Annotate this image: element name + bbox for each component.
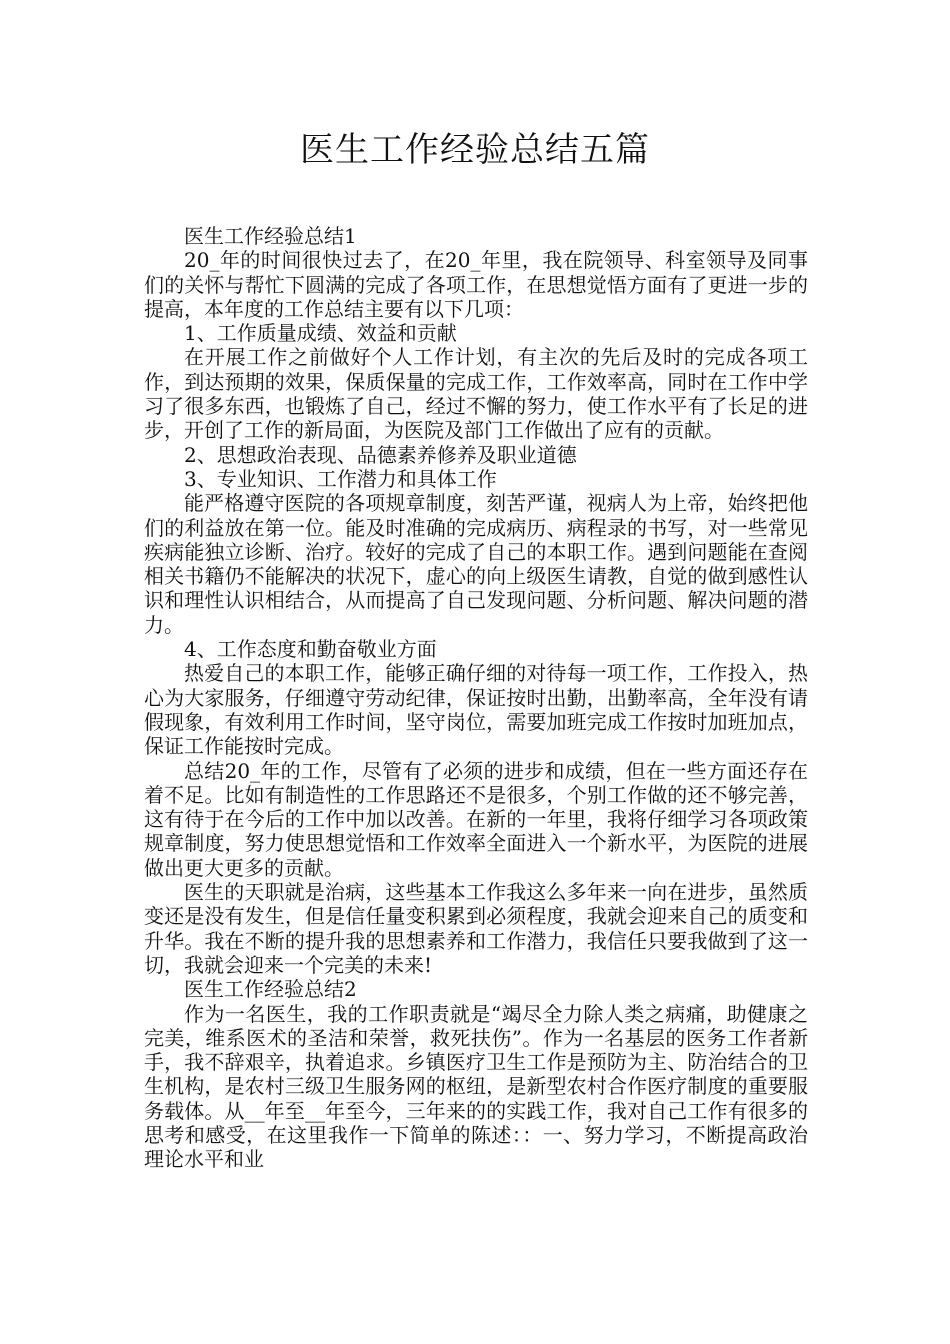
body-paragraph: 医生的天职就是治病，这些基本工作我这么多年来一向在进步，虽然质变还是没有发生，但是信任量变积累到必须程度，我就会迎来自己的质变和升华。我在不断的提升我的思想素养和工作潜力，我信任只要我做到了这一切，我就会迎来一个完美的未来! xyxy=(144,880,808,977)
section-heading: 3、专业知识、工作潜力和具体工作 xyxy=(184,466,497,491)
section-heading: 医生工作经验总结1 xyxy=(184,224,357,248)
section-heading: 1、工作质量成绩、效益和贡献 xyxy=(184,321,457,346)
body-paragraph: 作为一名医生，我的工作职责就是“竭尽全力除人类之病痛，助健康之完美，维系医术的圣洁和荣誉，救死扶伤”。作为一名基层的医务工作者新手，我不辞艰辛，执着追求。乡镇医疗卫生工作是预防为主、防治结合的卫生机构，是农村三级卫生服务网的枢纽，是新型农村合作医疗制度的重要服务载体。从__年至__年至今，三年来的的实践工作，我对自己工作有很多的思考和感受，在这里我作一下简单的陈述：：一、努力学习，不断提高政治理论水平和业 xyxy=(144,1001,808,1172)
body-paragraph: 在开展工作之前做好个人工作计划，有主次的先后及时的完成各项工作，到达预期的效果，保质保量的完成工作，工作效率高，同时在工作中学习了很多东西，也锻炼了自己，经过不懈的努力，使工作水平有了长足的进步，开创了工作的新局面，为医院及部门工作做出了应有的贡献。 xyxy=(144,345,808,443)
section-heading: 医生工作经验总结2 xyxy=(184,977,357,1002)
document-title: 医生工作经验总结五篇 xyxy=(300,130,650,170)
section-heading: 2、思想政治表现、品德素养修养及职业道德 xyxy=(184,442,577,467)
body-paragraph: 20_年的时间很快过去了，在20_年里，我在院领导、科室领导及同事们的关怀与帮忙下圆满的完成了各项工作，在思想觉悟方面有了更进一步的提高，本年度的工作总结主要有以下几项： xyxy=(144,248,808,321)
body-paragraph: 总结20_年的工作，尽管有了必须的进步和成绩，但在一些方面还存在着不足。比如有制造性的工作思路还不是很多，个别工作做的还不够完善，这有待于在今后的工作中加以改善。在新的一年里，我将仔细学习各项政策规章制度，努力使思想觉悟和工作效率全面进入一个新水平，为医院的进展做出更大更多的贡献。 xyxy=(144,758,808,880)
body-paragraph: 热爱自己的本职工作，能够正确仔细的对待每一项工作，工作投入，热心为大家服务，仔细遵守劳动纪律，保证按时出勤，出勤率高，全年没有请假现象，有效利用工作时间，坚守岗位，需要加班完成工作按时加班加点，保证工作能按时完成。 xyxy=(144,661,808,759)
document-body xyxy=(144,224,808,1172)
section-heading: 4、工作态度和勤奋敬业方面 xyxy=(184,637,437,662)
body-paragraph: 能严格遵守医院的各项规章制度，刻苦严谨，视病人为上帝，始终把他们的利益放在第一位。能及时准确的完成病历、病程录的书写，对一些常见疾病能独立诊断、治疗。较好的完成了自己的本职工作。遇到问题能在查阅相关书籍仍不能解决的状况下，虚心的向上级医生请教，自觉的做到感性认识和理性认识相结合，从而提高了自己发现问题、分析问题、解决问题的潜力。 xyxy=(144,491,808,637)
